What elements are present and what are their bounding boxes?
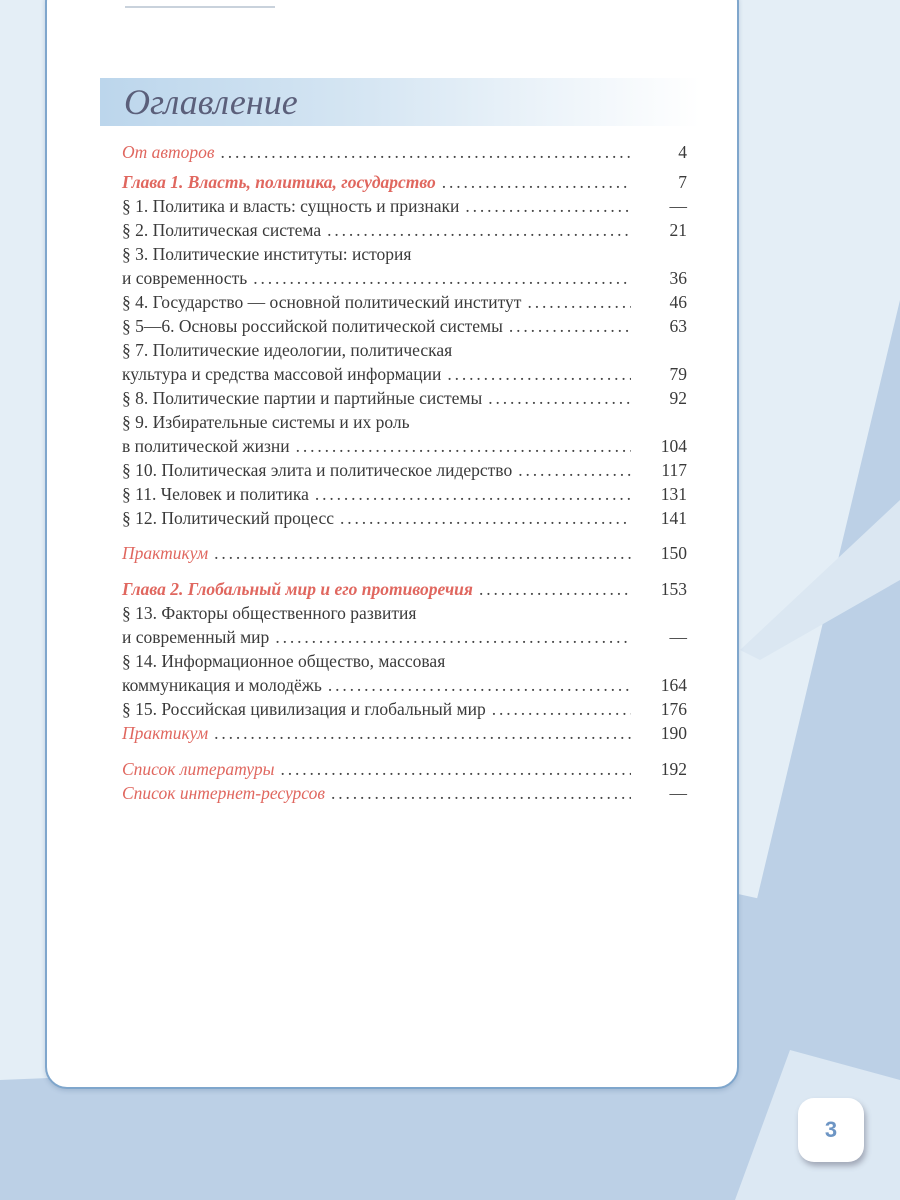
toc-line: [122, 290, 687, 314]
toc-line: [122, 386, 687, 410]
toc-line: [122, 721, 687, 745]
toc-line: [122, 242, 687, 266]
dot-leader: [296, 434, 631, 458]
toc-page-number: —: [669, 196, 687, 216]
toc-entry-title: Практикум: [122, 543, 209, 563]
toc-page-number: 92: [669, 388, 687, 408]
dot-leader: [488, 386, 631, 410]
dot-leader: [214, 721, 631, 745]
toc-entry[interactable]: [122, 482, 687, 506]
toc-page-number: —: [669, 627, 687, 647]
toc-entry-title: § 13. Факторы общественного развития: [122, 603, 417, 623]
toc-line: [122, 541, 687, 565]
toc-page-number: 4: [678, 142, 687, 162]
toc-line: [122, 140, 687, 164]
toc-entry[interactable]: [122, 194, 687, 218]
toc-entry[interactable]: [122, 242, 687, 290]
toc-entry[interactable]: [122, 781, 687, 805]
toc-line: [122, 410, 687, 434]
toc-entry-title: От авторов: [122, 142, 215, 162]
toc-line: [122, 362, 687, 386]
toc-entry[interactable]: [122, 697, 687, 721]
toc-entry[interactable]: [122, 410, 687, 458]
toc-page-number: 79: [669, 364, 687, 384]
toc-entry[interactable]: [122, 757, 687, 781]
toc-line: [122, 757, 687, 781]
toc-entry[interactable]: [122, 601, 687, 649]
toc-page-number: 104: [660, 436, 687, 456]
toc-page-number: 164: [660, 675, 687, 695]
toc-line: [122, 266, 687, 290]
toc-entry-title: Практикум: [122, 723, 209, 743]
toc-entry[interactable]: [122, 290, 687, 314]
toc-entry-title: § 14. Информационное общество, массовая: [122, 651, 446, 671]
toc-line: [122, 314, 687, 338]
toc-line: [122, 194, 687, 218]
toc-line: [122, 482, 687, 506]
toc-page-number: 176: [660, 699, 687, 719]
toc-page-number: 150: [660, 543, 687, 563]
toc-line: [122, 649, 687, 673]
dot-leader: [331, 781, 631, 805]
dot-leader: [518, 458, 631, 482]
toc-entry-title: § 11. Человек и политика: [122, 484, 309, 504]
toc-page-number: 7: [678, 172, 687, 192]
dot-leader: [509, 314, 631, 338]
toc-page-number: 192: [660, 759, 687, 779]
toc-entry[interactable]: [122, 140, 687, 164]
toc-entry-title: и современность: [122, 268, 248, 288]
toc-page-number: 141: [660, 508, 687, 528]
toc-line: [122, 458, 687, 482]
divider: [125, 6, 275, 8]
toc-entry-title: § 15. Российская цивилизация и глобальный мир: [122, 699, 486, 719]
page-title: Оглавление: [124, 82, 298, 122]
dot-leader: [327, 218, 631, 242]
toc-entry-title: § 2. Политическая система: [122, 220, 322, 240]
toc-entry-title: Глава 2. Глобальный мир и его противоречия: [122, 579, 473, 599]
toc-entry-title: § 10. Политическая элита и политическое лидерство: [122, 460, 513, 480]
toc-line: [122, 338, 687, 362]
dot-leader: [220, 140, 631, 164]
dot-leader: [328, 673, 631, 697]
toc-page-number: 63: [669, 316, 687, 336]
toc-entry[interactable]: [122, 170, 687, 194]
toc-entry-title: § 3. Политические институты: история: [122, 244, 412, 264]
toc-entry[interactable]: [122, 458, 687, 482]
dot-leader: [479, 577, 631, 601]
toc-entry[interactable]: [122, 338, 687, 386]
toc-line: [122, 577, 687, 601]
toc-page-number: 117: [661, 460, 687, 480]
toc-entry[interactable]: [122, 506, 687, 530]
dot-leader: [214, 541, 631, 565]
dot-leader: [527, 290, 631, 314]
table-of-contents: [122, 140, 687, 805]
toc-entry-title: коммуникация и молодёжь: [122, 675, 322, 695]
toc-line: [122, 434, 687, 458]
toc-entry-title: § 1. Политика и власть: сущность и признаки: [122, 196, 460, 216]
dot-leader: [280, 757, 631, 781]
toc-entry[interactable]: [122, 577, 687, 601]
dot-leader: [447, 362, 631, 386]
toc-page-number: 190: [660, 723, 687, 743]
toc-entry-title: Список литературы: [122, 759, 275, 779]
toc-page-number: 36: [669, 268, 687, 288]
toc-entry-title: Список интернет-ресурсов: [122, 783, 325, 803]
toc-line: [122, 506, 687, 530]
toc-entry-title: § 9. Избирательные системы и их роль: [122, 412, 410, 432]
toc-page-number: 21: [669, 220, 687, 240]
toc-entry[interactable]: [122, 314, 687, 338]
toc-entry-title: § 5—6. Основы российской политической системы: [122, 316, 503, 336]
toc-entry-title: Глава 1. Власть, политика, государство: [122, 172, 436, 192]
toc-page-number: —: [669, 783, 687, 803]
toc-page-number: 46: [669, 292, 687, 312]
dot-leader: [253, 266, 631, 290]
toc-page-number: 131: [660, 484, 687, 504]
toc-line: [122, 781, 687, 805]
toc-entry-title: § 12. Политический процесс: [122, 508, 334, 528]
toc-entry-title: в политической жизни: [122, 436, 290, 456]
toc-line: [122, 673, 687, 697]
toc-entry[interactable]: [122, 721, 687, 745]
toc-entry-title: § 4. Государство — основной политический институт: [122, 292, 522, 312]
toc-entry-title: культура и средства массовой информации: [122, 364, 442, 384]
toc-entry[interactable]: [122, 218, 687, 242]
toc-line: [122, 697, 687, 721]
dot-leader: [442, 170, 631, 194]
toc-line: [122, 218, 687, 242]
toc-line: [122, 601, 687, 625]
dot-leader: [465, 194, 631, 218]
toc-line: [122, 625, 687, 649]
toc-page-number: 153: [660, 579, 687, 599]
dot-leader: [340, 506, 631, 530]
dot-leader: [275, 625, 631, 649]
toc-entry[interactable]: [122, 541, 687, 565]
page-number-badge: 3: [798, 1098, 864, 1162]
toc-entry-title: § 8. Политические партии и партийные системы: [122, 388, 483, 408]
toc-entry-title: § 7. Политические идеологии, политическая: [122, 340, 453, 360]
toc-entry[interactable]: [122, 649, 687, 697]
toc-entry[interactable]: [122, 386, 687, 410]
toc-line: [122, 170, 687, 194]
toc-entry-title: и современный мир: [122, 627, 270, 647]
dot-leader: [492, 697, 631, 721]
dot-leader: [315, 482, 631, 506]
